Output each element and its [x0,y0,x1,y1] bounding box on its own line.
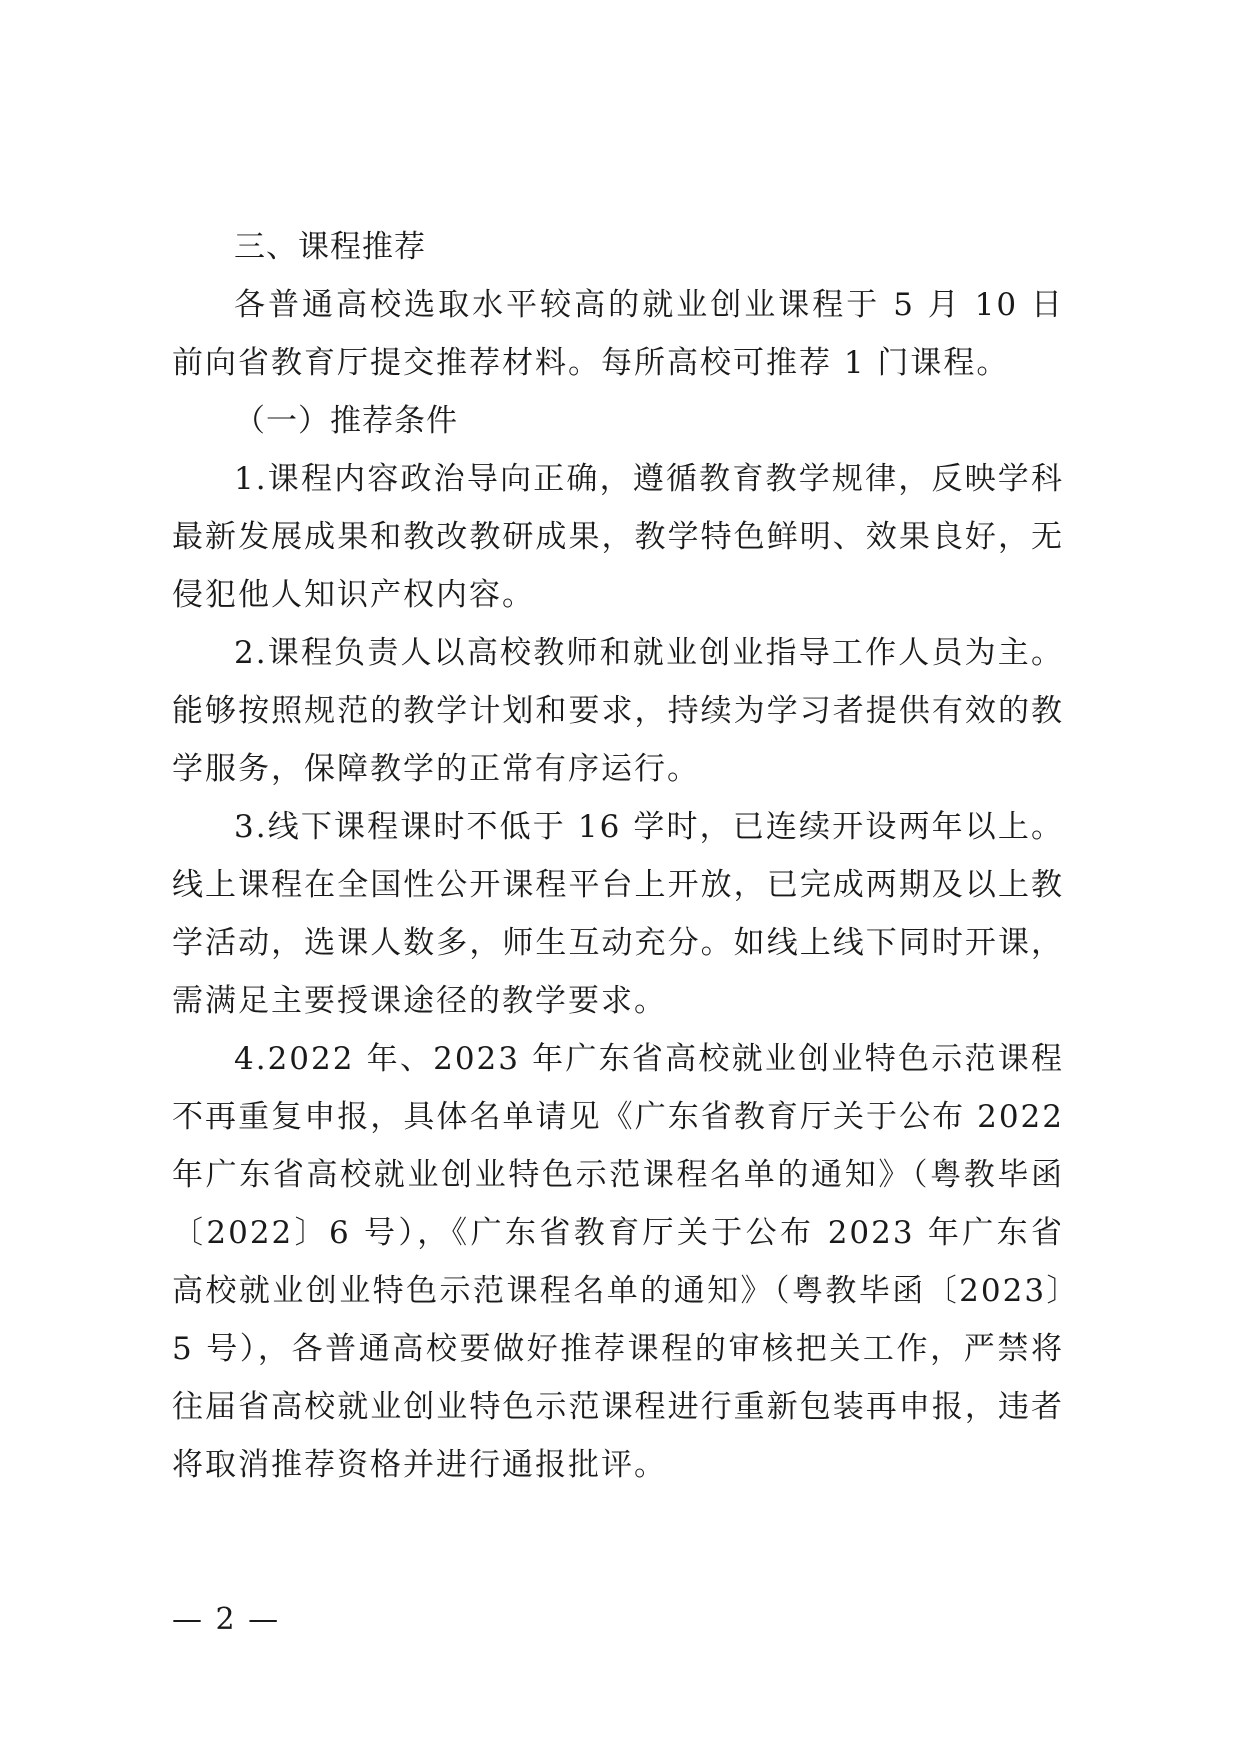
subsection-heading: （一）推荐条件 [234,403,458,439]
condition-item-4: 4.2022 年、2023 年广东省高校就业创业特色示范课程不再重复申报，具体名单请见《广东省教育厅关于公布 2022 年广东省高校就业创业特色示范课程名单的通知》（粤教毕函〔2022〕6 号），《广东省教育厅关于公布 2023 年广东省高校就业创业特色示范课程名单的通知》（粤教毕函〔2023〕5 号），各普通高校要做好推荐课程的审核把关工作，严禁将往届省高校就业创业特色示范课程进行重新包装再申报，违者将取消推荐资格并进行通报批评。 [172,1041,1064,1483]
intro-paragraph: 各普通高校选取水平较高的就业创业课程于 5 月 10 日前向省教育厅提交推荐材料。每所高校可推荐 1 门课程。 [172,287,1064,381]
condition-item-3: 3.线下课程课时不低于 16 学时，已连续开设两年以上。线上课程在全国性公开课程平台上开放，已完成两期及以上教学活动，选课人数多，师生互动充分。如线上线下同时开课，需满足主要授课途径的教学要求。 [172,809,1064,1019]
page-number: — 2 — [172,1602,281,1637]
condition-item-2: 2.课程负责人以高校教师和就业创业指导工作人员为主。能够按照规范的教学计划和要求，持续为学习者提供有效的教学服务，保障教学的正常有序运行。 [172,635,1064,787]
condition-item-1: 1.课程内容政治导向正确，遵循教育教学规律，反映学科最新发展成果和教改教研成果，教学特色鲜明、效果良好，无侵犯他人知识产权内容。 [172,461,1064,613]
document-body [172,218,1064,1494]
section-heading: 三、课程推荐 [234,229,426,265]
